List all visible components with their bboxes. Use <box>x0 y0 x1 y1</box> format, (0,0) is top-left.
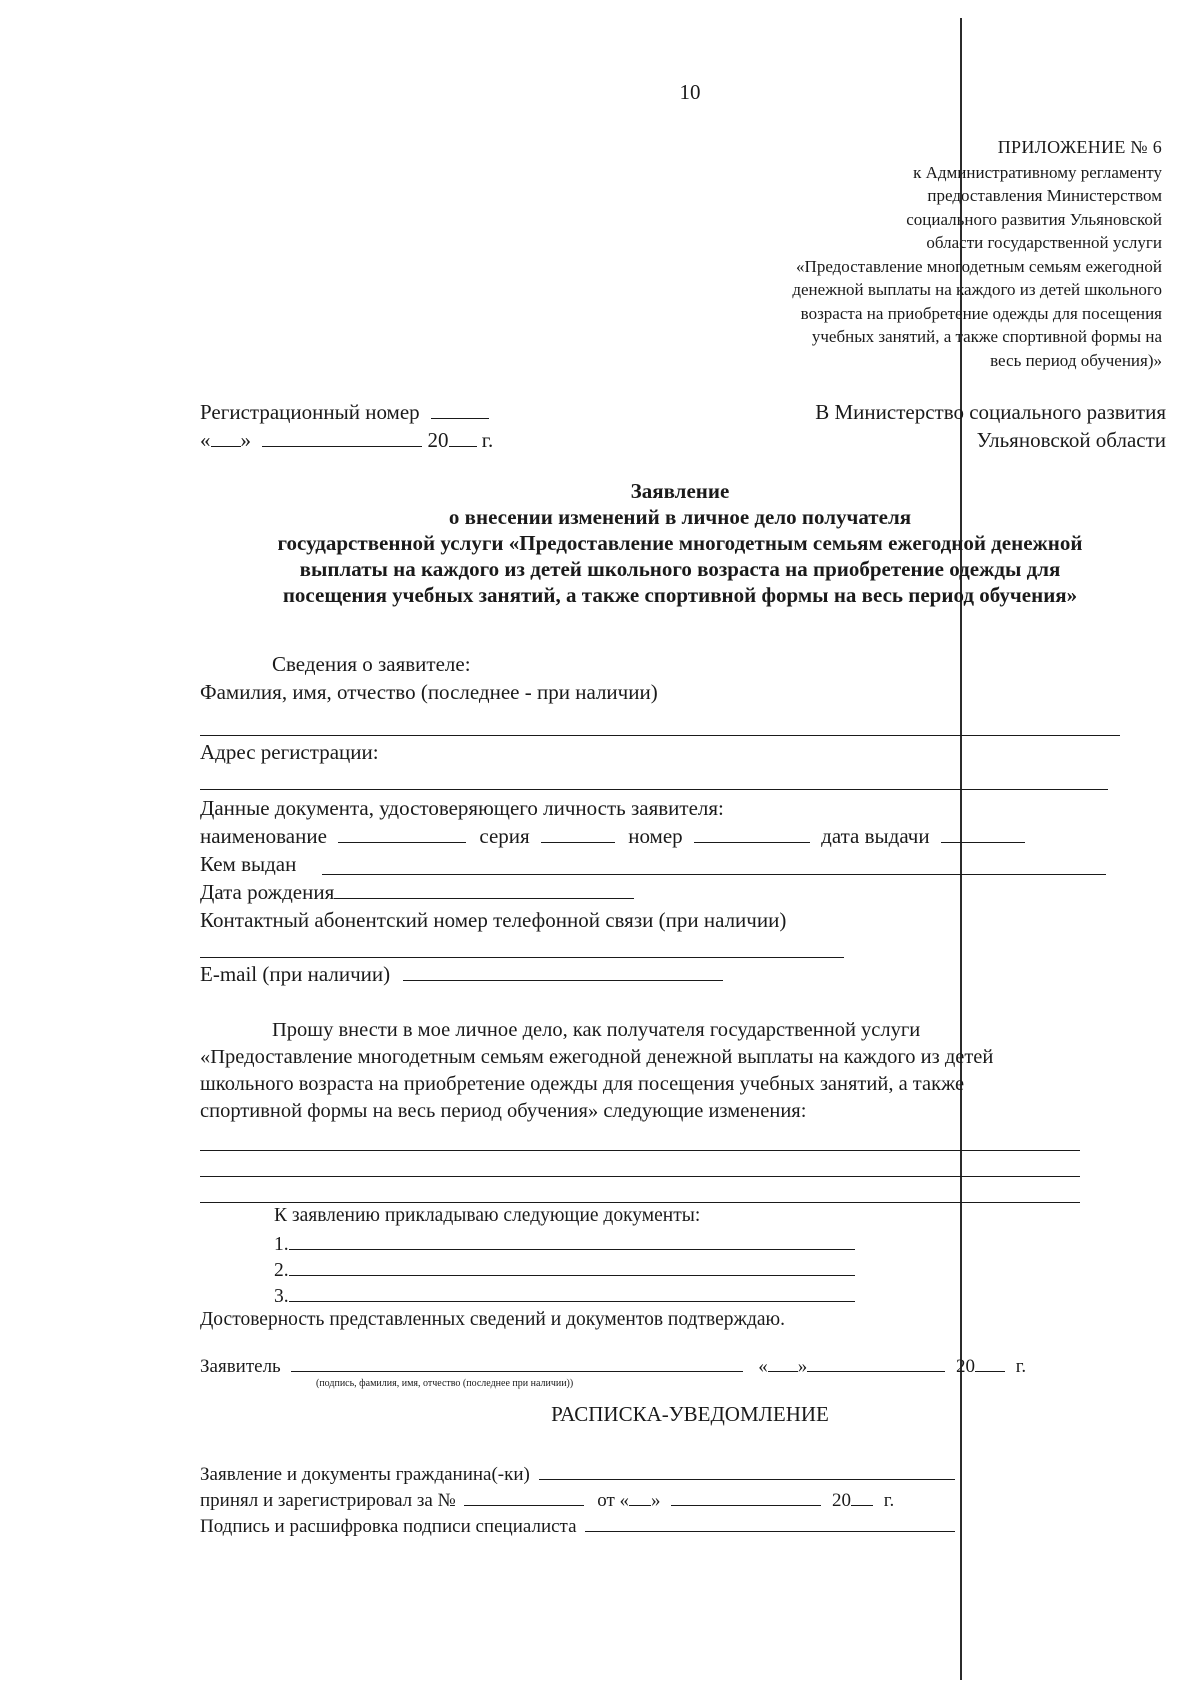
email-row: E-mail (при наличии) <box>200 962 723 987</box>
title-line: выплаты на каждого из детей школьного возраста на приобретение одежды для <box>299 557 1061 581</box>
address-field-line[interactable] <box>200 789 1108 790</box>
changes-field-line[interactable] <box>200 1202 1080 1203</box>
title-heading: Заявление <box>630 479 730 503</box>
title-line: государственной услуги «Предоставление многодетным семьям ежегодной денежной <box>277 531 1083 555</box>
receipt-docs-row: Заявление и документы гражданина(-ки) <box>200 1461 955 1486</box>
signature-row: Заявитель « » 20 г. <box>200 1353 1026 1378</box>
appendix-block <box>700 136 1162 372</box>
attachment-item: 1. <box>274 1231 855 1256</box>
attachment-item: 3. <box>274 1283 855 1308</box>
signature-label: Заявитель <box>200 1356 281 1377</box>
id-document-label: Данные документа, удостоверяющего личность заявителя: <box>200 796 724 820</box>
email-field[interactable] <box>403 962 723 981</box>
receipt-day-field[interactable] <box>629 1487 651 1506</box>
citizen-name-field[interactable] <box>539 1461 955 1480</box>
title-line: о внесении изменений в личное дело получателя <box>448 505 912 529</box>
fio-label: Фамилия, имя, отчество (последнее - при наличии) <box>200 680 658 704</box>
receipt-number-field[interactable] <box>464 1487 584 1506</box>
request-line: «Предоставление многодетным семьям ежегодной денежной выплаты на каждого из детей <box>200 1046 994 1068</box>
fio-field-line[interactable] <box>200 735 1120 736</box>
page-number: 10 <box>679 80 701 104</box>
receipt-specialist-row: Подпись и расшифровка подписи специалиста <box>200 1513 955 1538</box>
request-line: спортивной формы на весь период обучения» следующие изменения: <box>200 1100 807 1122</box>
request-line: школьного возраста на приобретение одежды для посещения учебных занятий, а также <box>200 1073 965 1095</box>
appendix-line: возраста на приобретение одежды для посещения <box>800 303 1162 323</box>
signature-year-field[interactable] <box>975 1353 1005 1372</box>
signature-month-field[interactable] <box>807 1353 945 1372</box>
confirmation-statement: Достоверность представленных сведений и документов подтверждаю. <box>200 1309 785 1330</box>
appendix-line: весь период обучения)» <box>990 350 1162 370</box>
receipt-month-field[interactable] <box>671 1487 821 1506</box>
addressee-line-2: Ульяновской области <box>976 428 1166 452</box>
phone-label: Контактный абонентский номер телефонной связи (при наличии) <box>200 908 787 932</box>
registration-number-label: Регистрационный номер <box>200 400 420 424</box>
appendix-line: учебных занятий, а также спортивной формы на <box>811 327 1162 346</box>
registration-year-field[interactable] <box>449 428 477 447</box>
attachment-field[interactable] <box>289 1231 855 1250</box>
appendix-line: к Административному регламенту <box>913 162 1162 182</box>
registration-date-row: « » 20 г. <box>200 428 494 452</box>
receipt-year-field[interactable] <box>851 1487 873 1506</box>
appendix-line: «Предоставление многодетным семьям ежегодной <box>796 256 1162 276</box>
issued-by-field-line[interactable] <box>322 874 1106 875</box>
appendix-line: предоставления Министерством <box>927 186 1162 205</box>
doc-number-field[interactable] <box>694 824 810 843</box>
appendix-heading: ПРИЛОЖЕНИЕ № 6 <box>997 137 1162 157</box>
title-line: посещения учебных занятий, а также спортивной формы на весь период обучения» <box>282 583 1078 607</box>
appendix-line: социального развития Ульяновской <box>906 209 1162 229</box>
attachment-item: 2. <box>274 1257 855 1282</box>
attachment-field[interactable] <box>289 1257 855 1276</box>
registration-number-field[interactable] <box>431 400 489 419</box>
appendix-line: денежной выплаты на каждого из детей школьного <box>792 280 1162 299</box>
signature-day-field[interactable] <box>768 1353 798 1372</box>
id-document-row: наименование серия номер дата выдачи <box>200 824 1025 849</box>
receipt-registered-row: принял и зарегистрировал за № от « » 20 г. <box>200 1487 894 1512</box>
registration-number-row <box>200 400 489 425</box>
phone-field-line[interactable] <box>200 957 844 958</box>
address-label: Адрес регистрации: <box>200 740 379 764</box>
attachment-field[interactable] <box>289 1283 855 1302</box>
issued-by-label: Кем выдан <box>200 852 297 876</box>
addressee-line-1: В Министерство социального развития <box>815 400 1166 424</box>
signature-field[interactable] <box>291 1353 743 1372</box>
birth-date-field[interactable] <box>334 880 634 899</box>
doc-series-field[interactable] <box>541 824 615 843</box>
doc-name-field[interactable] <box>338 824 466 843</box>
changes-field-line[interactable] <box>200 1176 1080 1177</box>
appendix-line: области государственной услуги <box>926 233 1162 252</box>
signature-caption: (подпись, фамилия, имя, отчество (последнее при наличии)) <box>316 1378 574 1389</box>
registration-day-field[interactable] <box>211 428 241 447</box>
specialist-signature-field[interactable] <box>585 1513 955 1532</box>
registration-month-field[interactable] <box>262 428 422 447</box>
attachments-label: К заявлению прикладываю следующие документы: <box>274 1205 701 1226</box>
changes-field-line[interactable] <box>200 1150 1080 1151</box>
application-title <box>180 478 1180 608</box>
receipt-heading: РАСПИСКА-УВЕДОМЛЕНИЕ <box>551 1402 829 1426</box>
doc-issue-date-field[interactable] <box>941 824 1025 843</box>
applicant-section-label: Сведения о заявителе: <box>272 652 471 676</box>
birth-date-row: Дата рождения <box>200 880 634 905</box>
request-line: Прошу внести в мое личное дело, как получателя государственной услуги <box>272 1019 921 1041</box>
